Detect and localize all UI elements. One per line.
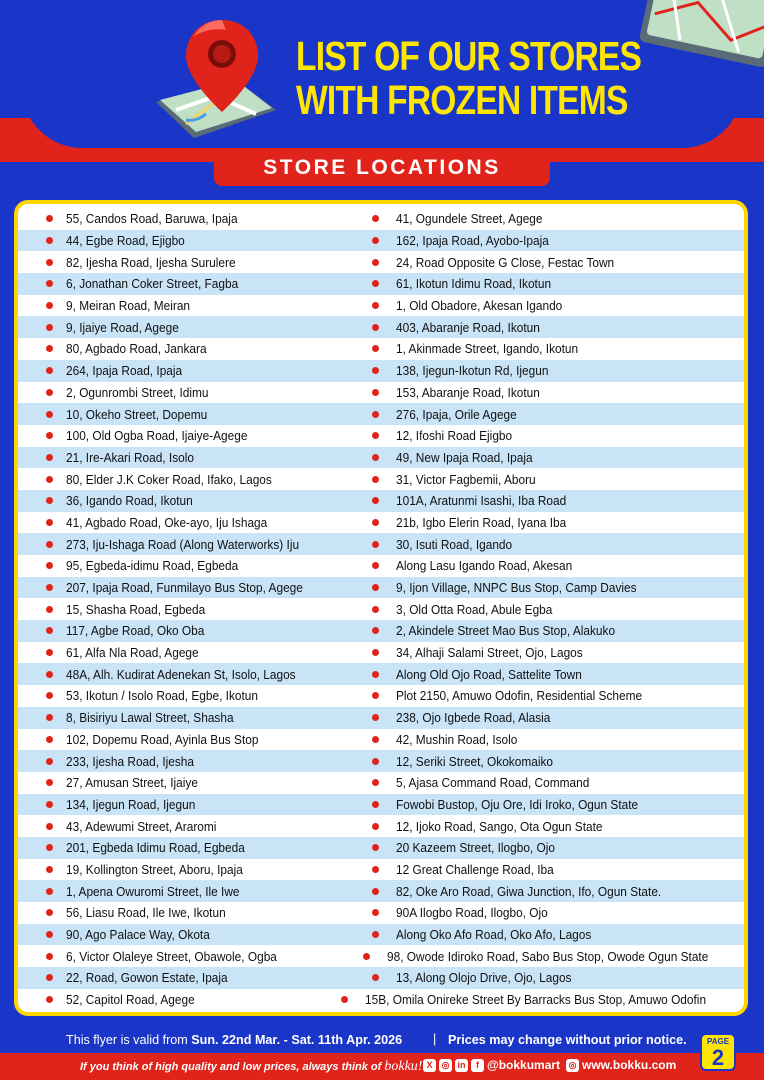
store-address: 82, Ijesha Road, Ijesha Surulere — [66, 254, 236, 270]
bullet-icon — [46, 844, 53, 851]
store-item-left — [18, 775, 366, 790]
store-item-right — [366, 970, 744, 985]
bullet-icon — [372, 671, 379, 678]
store-row — [18, 880, 744, 902]
bullet-icon — [46, 454, 53, 461]
store-item-left — [18, 884, 366, 899]
store-address: 55, Candos Road, Baruwa, Ipaja — [66, 211, 238, 227]
website-link[interactable] — [566, 1058, 676, 1072]
store-item-right — [366, 927, 744, 942]
store-item-right — [366, 255, 744, 270]
store-row — [18, 815, 744, 837]
bullet-icon — [46, 541, 53, 548]
store-item-right — [366, 407, 744, 422]
brand-name: bokku! — [384, 1059, 423, 1074]
store-item-left — [18, 754, 366, 769]
store-address: 1, Apena Owuromi Street, Ile Iwe — [66, 883, 240, 899]
store-item-right — [366, 450, 744, 465]
store-row — [18, 555, 744, 577]
store-item-right — [366, 320, 744, 335]
store-item-left — [18, 341, 366, 356]
store-address: 276, Ipaja, Orile Agege — [396, 406, 517, 422]
website-text[interactable]: www.bokku.com — [582, 1058, 677, 1072]
store-list — [18, 208, 744, 1010]
store-item-left — [18, 255, 366, 270]
store-address: 98, Owode Idiroko Road, Sabo Bus Stop, Owode Ogun State — [386, 948, 709, 964]
store-address: 20 Kazeem Street, Ilogbo, Ojo — [396, 840, 556, 856]
store-item-left — [18, 515, 366, 530]
bullet-icon — [363, 953, 370, 960]
store-item-left — [18, 407, 366, 422]
bullet-icon — [372, 519, 379, 526]
store-row — [18, 837, 744, 859]
store-row — [18, 902, 744, 924]
store-address: 43, Adewumi Street, Araromi — [66, 818, 217, 834]
store-address: 6, Jonathan Coker Street, Fagba — [66, 276, 239, 292]
store-item-right — [366, 645, 744, 660]
bullet-icon — [46, 259, 53, 266]
store-address: 12, Ifoshi Road Ejigbo — [396, 428, 513, 444]
store-item-left — [18, 819, 366, 834]
store-item-left — [18, 450, 366, 465]
store-address: 49, New Ipaja Road, Ipaja — [396, 449, 533, 465]
store-row — [18, 598, 744, 620]
store-item-left — [18, 537, 366, 552]
web-icon: ◎ — [566, 1059, 579, 1072]
slogan — [80, 1059, 422, 1075]
store-row — [18, 685, 744, 707]
store-item-left — [18, 732, 366, 747]
store-item-right — [366, 667, 744, 682]
bullet-icon — [46, 866, 53, 873]
store-item-right — [366, 558, 744, 573]
store-address: 53, Ikotun / Isolo Road, Egbe, Ikotun — [66, 688, 259, 704]
store-row — [18, 382, 744, 404]
bullet-icon — [372, 215, 379, 222]
store-address: 56, Liasu Road, Ile Iwe, Ikotun — [66, 905, 226, 921]
store-item-right — [366, 580, 744, 595]
prices-note: Prices may change without prior notice. — [448, 1033, 687, 1047]
bullet-icon — [372, 736, 379, 743]
bullet-icon — [46, 758, 53, 765]
store-item-right — [366, 341, 744, 356]
store-item-left — [18, 905, 366, 920]
store-item-right — [366, 819, 744, 834]
bullet-icon — [46, 909, 53, 916]
store-row — [18, 794, 744, 816]
store-address: 201, Egbeda Idimu Road, Egbeda — [66, 840, 245, 856]
bullet-icon — [372, 562, 379, 569]
store-row — [18, 945, 744, 967]
bullet-icon — [46, 627, 53, 634]
store-item-left — [18, 233, 366, 248]
store-address: 15, Shasha Road, Egbeda — [66, 601, 206, 617]
bullet-icon — [46, 671, 53, 678]
footer-separator: | — [433, 1032, 437, 1046]
store-address: 80, Elder J.K Coker Road, Ifako, Lagos — [66, 471, 272, 487]
bullet-icon — [372, 541, 379, 548]
store-item-left — [18, 797, 366, 812]
store-locations-banner: STORE LOCATIONS — [214, 150, 550, 186]
bullet-icon — [46, 779, 53, 786]
store-item-left — [18, 211, 366, 226]
store-address: 273, Iju-Ishaga Road (Along Waterworks) Iju — [66, 536, 300, 552]
store-item-left — [18, 558, 366, 573]
store-row — [18, 772, 744, 794]
store-item-left — [18, 602, 366, 617]
page-label: PAGE — [706, 1037, 730, 1046]
store-item-right — [366, 211, 744, 226]
store-address: 52, Capitol Road, Agege — [66, 992, 195, 1008]
bullet-icon — [46, 606, 53, 613]
store-address: 117, Agbe Road, Oko Oba — [66, 623, 205, 639]
bullet-icon — [372, 237, 379, 244]
bullet-icon — [46, 714, 53, 721]
bullet-icon — [372, 974, 379, 981]
map-icon — [632, 0, 764, 70]
bullet-icon — [372, 866, 379, 873]
store-item-right — [366, 884, 744, 899]
store-item-right — [366, 732, 744, 747]
bullet-icon — [372, 345, 379, 352]
x-icon[interactable]: X — [423, 1059, 436, 1072]
store-item-right — [366, 688, 744, 703]
store-item-right — [366, 602, 744, 617]
bullet-icon — [372, 692, 379, 699]
store-row — [18, 533, 744, 555]
page-number: 2 — [711, 1045, 725, 1070]
store-item-right — [366, 754, 744, 769]
bullet-icon — [372, 931, 379, 938]
store-item-left — [18, 688, 366, 703]
store-item-left — [18, 472, 366, 487]
store-list-panel — [14, 200, 748, 1016]
store-address: 1, Akinmade Street, Igando, Ikotun — [396, 341, 579, 357]
store-row — [18, 620, 744, 642]
store-row — [18, 967, 744, 989]
bullet-icon — [372, 627, 379, 634]
bullet-icon — [46, 389, 53, 396]
store-address: 42, Mushin Road, Isolo — [396, 731, 518, 747]
store-address: 34, Alhaji Salami Street, Ojo, Lagos — [396, 645, 583, 661]
store-address: 10, Okeho Street, Dopemu — [66, 406, 208, 422]
store-address: 153, Abaranje Road, Ikotun — [396, 384, 540, 400]
store-address: 36, Igando Road, Ikotun — [66, 493, 193, 509]
store-address: 90, Ago Palace Way, Okota — [66, 927, 210, 943]
store-address: 13, Along Olojo Drive, Ojo, Lagos — [396, 970, 572, 986]
store-item-left — [18, 276, 366, 291]
store-address: 403, Abaranje Road, Ikotun — [396, 319, 540, 335]
footer-bar — [0, 1053, 764, 1080]
store-address: 80, Agbado Road, Jankara — [66, 341, 207, 357]
store-row — [18, 316, 744, 338]
store-item-right — [366, 515, 744, 530]
store-row — [18, 468, 744, 490]
store-item-right — [366, 276, 744, 291]
store-address: 238, Ojo Igbede Road, Alasia — [396, 710, 551, 726]
store-address: 19, Kollington Street, Aboru, Ipaja — [66, 861, 243, 877]
store-row — [18, 663, 744, 685]
instagram-icon[interactable]: ◎ — [439, 1059, 452, 1072]
store-item-left — [18, 862, 366, 877]
bullet-icon — [372, 649, 379, 656]
bullet-icon — [372, 779, 379, 786]
store-item-left — [18, 927, 366, 942]
bullet-icon — [372, 454, 379, 461]
bullet-icon — [46, 562, 53, 569]
store-address: 41, Agbado Road, Oke-ayo, Iju Ishaga — [66, 514, 268, 530]
store-item-right — [366, 623, 744, 638]
store-address: 61, Ikotun Idimu Road, Ikotun — [396, 276, 552, 292]
bullet-icon — [372, 909, 379, 916]
bullet-icon — [372, 801, 379, 808]
bullet-icon — [372, 497, 379, 504]
validity-bar — [0, 1030, 764, 1052]
store-address: 61, Alfa Nla Road, Agege — [66, 645, 199, 661]
store-row — [18, 447, 744, 469]
store-address: 22, Road, Gowon Estate, Ipaja — [66, 970, 228, 986]
bullet-icon — [46, 237, 53, 244]
bullet-icon — [46, 432, 53, 439]
validity-text — [66, 1033, 402, 1047]
store-address: 30, Isuti Road, Igando — [396, 536, 513, 552]
store-item-right — [366, 537, 744, 552]
store-row — [18, 512, 744, 534]
bullet-icon — [46, 801, 53, 808]
bullet-icon — [372, 758, 379, 765]
store-item-right — [366, 363, 744, 378]
store-row — [18, 251, 744, 273]
store-item-right — [366, 233, 744, 248]
store-address: 12, Ijoko Road, Sango, Ota Ogun State — [396, 818, 603, 834]
store-item-left — [18, 645, 366, 660]
bullet-icon — [372, 584, 379, 591]
store-row — [18, 273, 744, 295]
bullet-icon — [372, 476, 379, 483]
title-line-2: WITH FROZEN ITEMS — [296, 77, 628, 123]
bullet-icon — [46, 345, 53, 352]
store-item-left — [18, 710, 366, 725]
store-item-right — [366, 905, 744, 920]
store-item-left — [18, 428, 366, 443]
store-row — [18, 230, 744, 252]
bullet-icon — [372, 714, 379, 721]
store-address: 2, Akindele Street Mao Bus Stop, Alakuko — [396, 623, 616, 639]
store-address: 95, Egbeda-idimu Road, Egbeda — [66, 558, 239, 574]
store-item-left — [18, 840, 366, 855]
store-row — [18, 490, 744, 512]
store-item-left — [18, 623, 366, 638]
store-row — [18, 425, 744, 447]
store-address: 6, Victor Olaleye Street, Obawole, Ogba — [66, 948, 277, 964]
bullet-icon — [372, 259, 379, 266]
store-item-right — [366, 493, 744, 508]
bullet-icon — [46, 324, 53, 331]
store-address: 41, Ogundele Street, Agege — [396, 211, 543, 227]
store-item-right — [366, 428, 744, 443]
bullet-icon — [46, 823, 53, 830]
store-item-left — [18, 298, 366, 313]
bullet-icon — [46, 584, 53, 591]
store-address: 9, Ijaiye Road, Agege — [66, 319, 179, 335]
bullet-icon — [46, 497, 53, 504]
validity-prefix: This flyer is valid from — [66, 1033, 192, 1047]
store-address: 24, Road Opposite G Close, Festac Town — [396, 254, 615, 270]
store-address: 27, Amusan Street, Ijaiye — [66, 775, 198, 791]
store-row — [18, 707, 744, 729]
bullet-icon — [372, 389, 379, 396]
store-address: 102, Dopemu Road, Ayinla Bus Stop — [66, 731, 259, 747]
store-address: 101A, Aratunmi Isashi, Iba Road — [396, 493, 567, 509]
bullet-icon — [372, 432, 379, 439]
store-address: 15B, Omila Onireke Street By Barracks Bus Stop, Amuwo Odofin — [365, 992, 707, 1008]
store-address: 82, Oke Aro Road, Giwa Junction, Ifo, Ogun State. — [396, 883, 662, 899]
store-item-right — [366, 840, 744, 855]
social-handles — [423, 1058, 560, 1072]
store-row — [18, 924, 744, 946]
store-address: 3, Old Otta Road, Abule Egba — [396, 601, 553, 617]
bullet-icon — [372, 844, 379, 851]
bullet-icon — [46, 649, 53, 656]
store-address: 21, Ire-Akari Road, Isolo — [66, 449, 194, 465]
store-item-left — [18, 493, 366, 508]
store-address: 1, Old Obadore, Akesan Igando — [396, 298, 563, 314]
store-item-right — [366, 797, 744, 812]
store-row — [18, 859, 744, 881]
bullet-icon — [46, 302, 53, 309]
store-row — [18, 642, 744, 664]
store-address: 12 Great Challenge Road, Iba — [396, 861, 554, 877]
store-item-right — [366, 710, 744, 725]
linkedin-icon[interactable]: in — [455, 1059, 468, 1072]
store-address: 9, Meiran Road, Meiran — [66, 298, 191, 314]
bullet-icon — [46, 367, 53, 374]
facebook-icon[interactable]: f — [471, 1059, 484, 1072]
store-address: 90A Ilogbo Road, Ilogbo, Ojo — [396, 905, 548, 921]
store-address: 162, Ipaja Road, Ayobo-Ipaja — [396, 233, 549, 249]
bullet-icon — [46, 476, 53, 483]
store-row — [18, 403, 744, 425]
store-item-left — [18, 320, 366, 335]
store-item-right — [366, 775, 744, 790]
store-address: 264, Ipaja Road, Ipaja — [66, 363, 183, 379]
store-row — [18, 750, 744, 772]
location-pin-icon — [146, 14, 286, 144]
page-title — [296, 34, 641, 122]
store-item-left — [18, 970, 366, 985]
store-item-left — [18, 385, 366, 400]
store-address: Fowobi Bustop, Oju Ore, Idi Iroko, Ogun State — [396, 796, 639, 812]
bullet-icon — [372, 280, 379, 287]
bullet-icon — [372, 324, 379, 331]
bullet-icon — [46, 953, 53, 960]
store-row — [18, 208, 744, 230]
page-badge — [700, 1033, 736, 1071]
store-address: 44, Egbe Road, Ejigbo — [66, 233, 185, 249]
store-item-left — [18, 667, 366, 682]
social-handle[interactable]: @bokkumart — [487, 1058, 561, 1072]
bullet-icon — [46, 215, 53, 222]
store-item-right — [366, 298, 744, 313]
store-item-left — [18, 949, 357, 964]
bullet-icon — [46, 974, 53, 981]
store-address: Plot 2150, Amuwo Odofin, Residential Scheme — [396, 688, 643, 704]
store-address: 138, Ijegun-Ikotun Rd, Ijegun — [396, 363, 549, 379]
bullet-icon — [46, 931, 53, 938]
bullet-icon — [46, 888, 53, 895]
bullet-icon — [46, 411, 53, 418]
store-address: Along Oko Afo Road, Oko Afo, Lagos — [396, 927, 592, 943]
store-address: 134, Ijegun Road, Ijegun — [66, 796, 196, 812]
store-address: 9, Ijon Village, NNPC Bus Stop, Camp Davies — [396, 580, 637, 596]
store-address: 21b, Igbo Elerin Road, Iyana Iba — [396, 514, 567, 530]
bullet-icon — [372, 367, 379, 374]
store-item-right — [366, 385, 744, 400]
store-item-left — [18, 363, 366, 378]
store-address: 12, Seriki Street, Okokomaiko — [396, 753, 554, 769]
store-address: 8, Bisiriyu Lawal Street, Shasha — [66, 710, 234, 726]
bullet-icon — [46, 996, 53, 1003]
bullet-icon — [372, 411, 379, 418]
store-item-right — [366, 472, 744, 487]
store-row — [18, 295, 744, 317]
store-row — [18, 360, 744, 382]
store-address: Along Old Ojo Road, Sattelite Town — [396, 666, 582, 682]
store-row — [18, 989, 744, 1011]
store-address: 207, Ipaja Road, Funmilayo Bus Stop, Agege — [66, 580, 303, 596]
bullet-icon — [46, 736, 53, 743]
store-row — [18, 729, 744, 751]
store-row — [18, 577, 744, 599]
store-address: 233, Ijesha Road, Ijesha — [66, 753, 195, 769]
store-address: 100, Old Ogba Road, Ijaiye-Agege — [66, 428, 248, 444]
bullet-icon — [341, 996, 348, 1003]
title-line-1: LIST OF OUR STORES — [296, 33, 642, 79]
slogan-text: If you think of high quality and low prices, always think of — [80, 1061, 385, 1073]
store-address: Along Lasu Igando Road, Akesan — [396, 558, 573, 574]
bullet-icon — [372, 888, 379, 895]
bullet-icon — [372, 302, 379, 309]
store-address: 5, Ajasa Command Road, Command — [396, 775, 590, 791]
validity-dates: Sun. 22nd Mar. - Sat. 11th Apr. 2026 — [191, 1033, 403, 1047]
store-item-right — [335, 992, 744, 1007]
store-item-left — [18, 580, 366, 595]
store-item-right — [357, 949, 744, 964]
store-address: 2, Ogunrombi Street, Idimu — [66, 384, 209, 400]
store-item-left — [18, 992, 335, 1007]
store-row — [18, 338, 744, 360]
store-address: 31, Victor Fagbemii, Aboru — [396, 471, 536, 487]
bullet-icon — [46, 519, 53, 526]
bullet-icon — [372, 606, 379, 613]
store-address: 48A, Alh. Kudirat Adenekan St, Isolo, Lagos — [66, 666, 296, 682]
bullet-icon — [46, 692, 53, 699]
bullet-icon — [46, 280, 53, 287]
bullet-icon — [372, 823, 379, 830]
store-item-right — [366, 862, 744, 877]
